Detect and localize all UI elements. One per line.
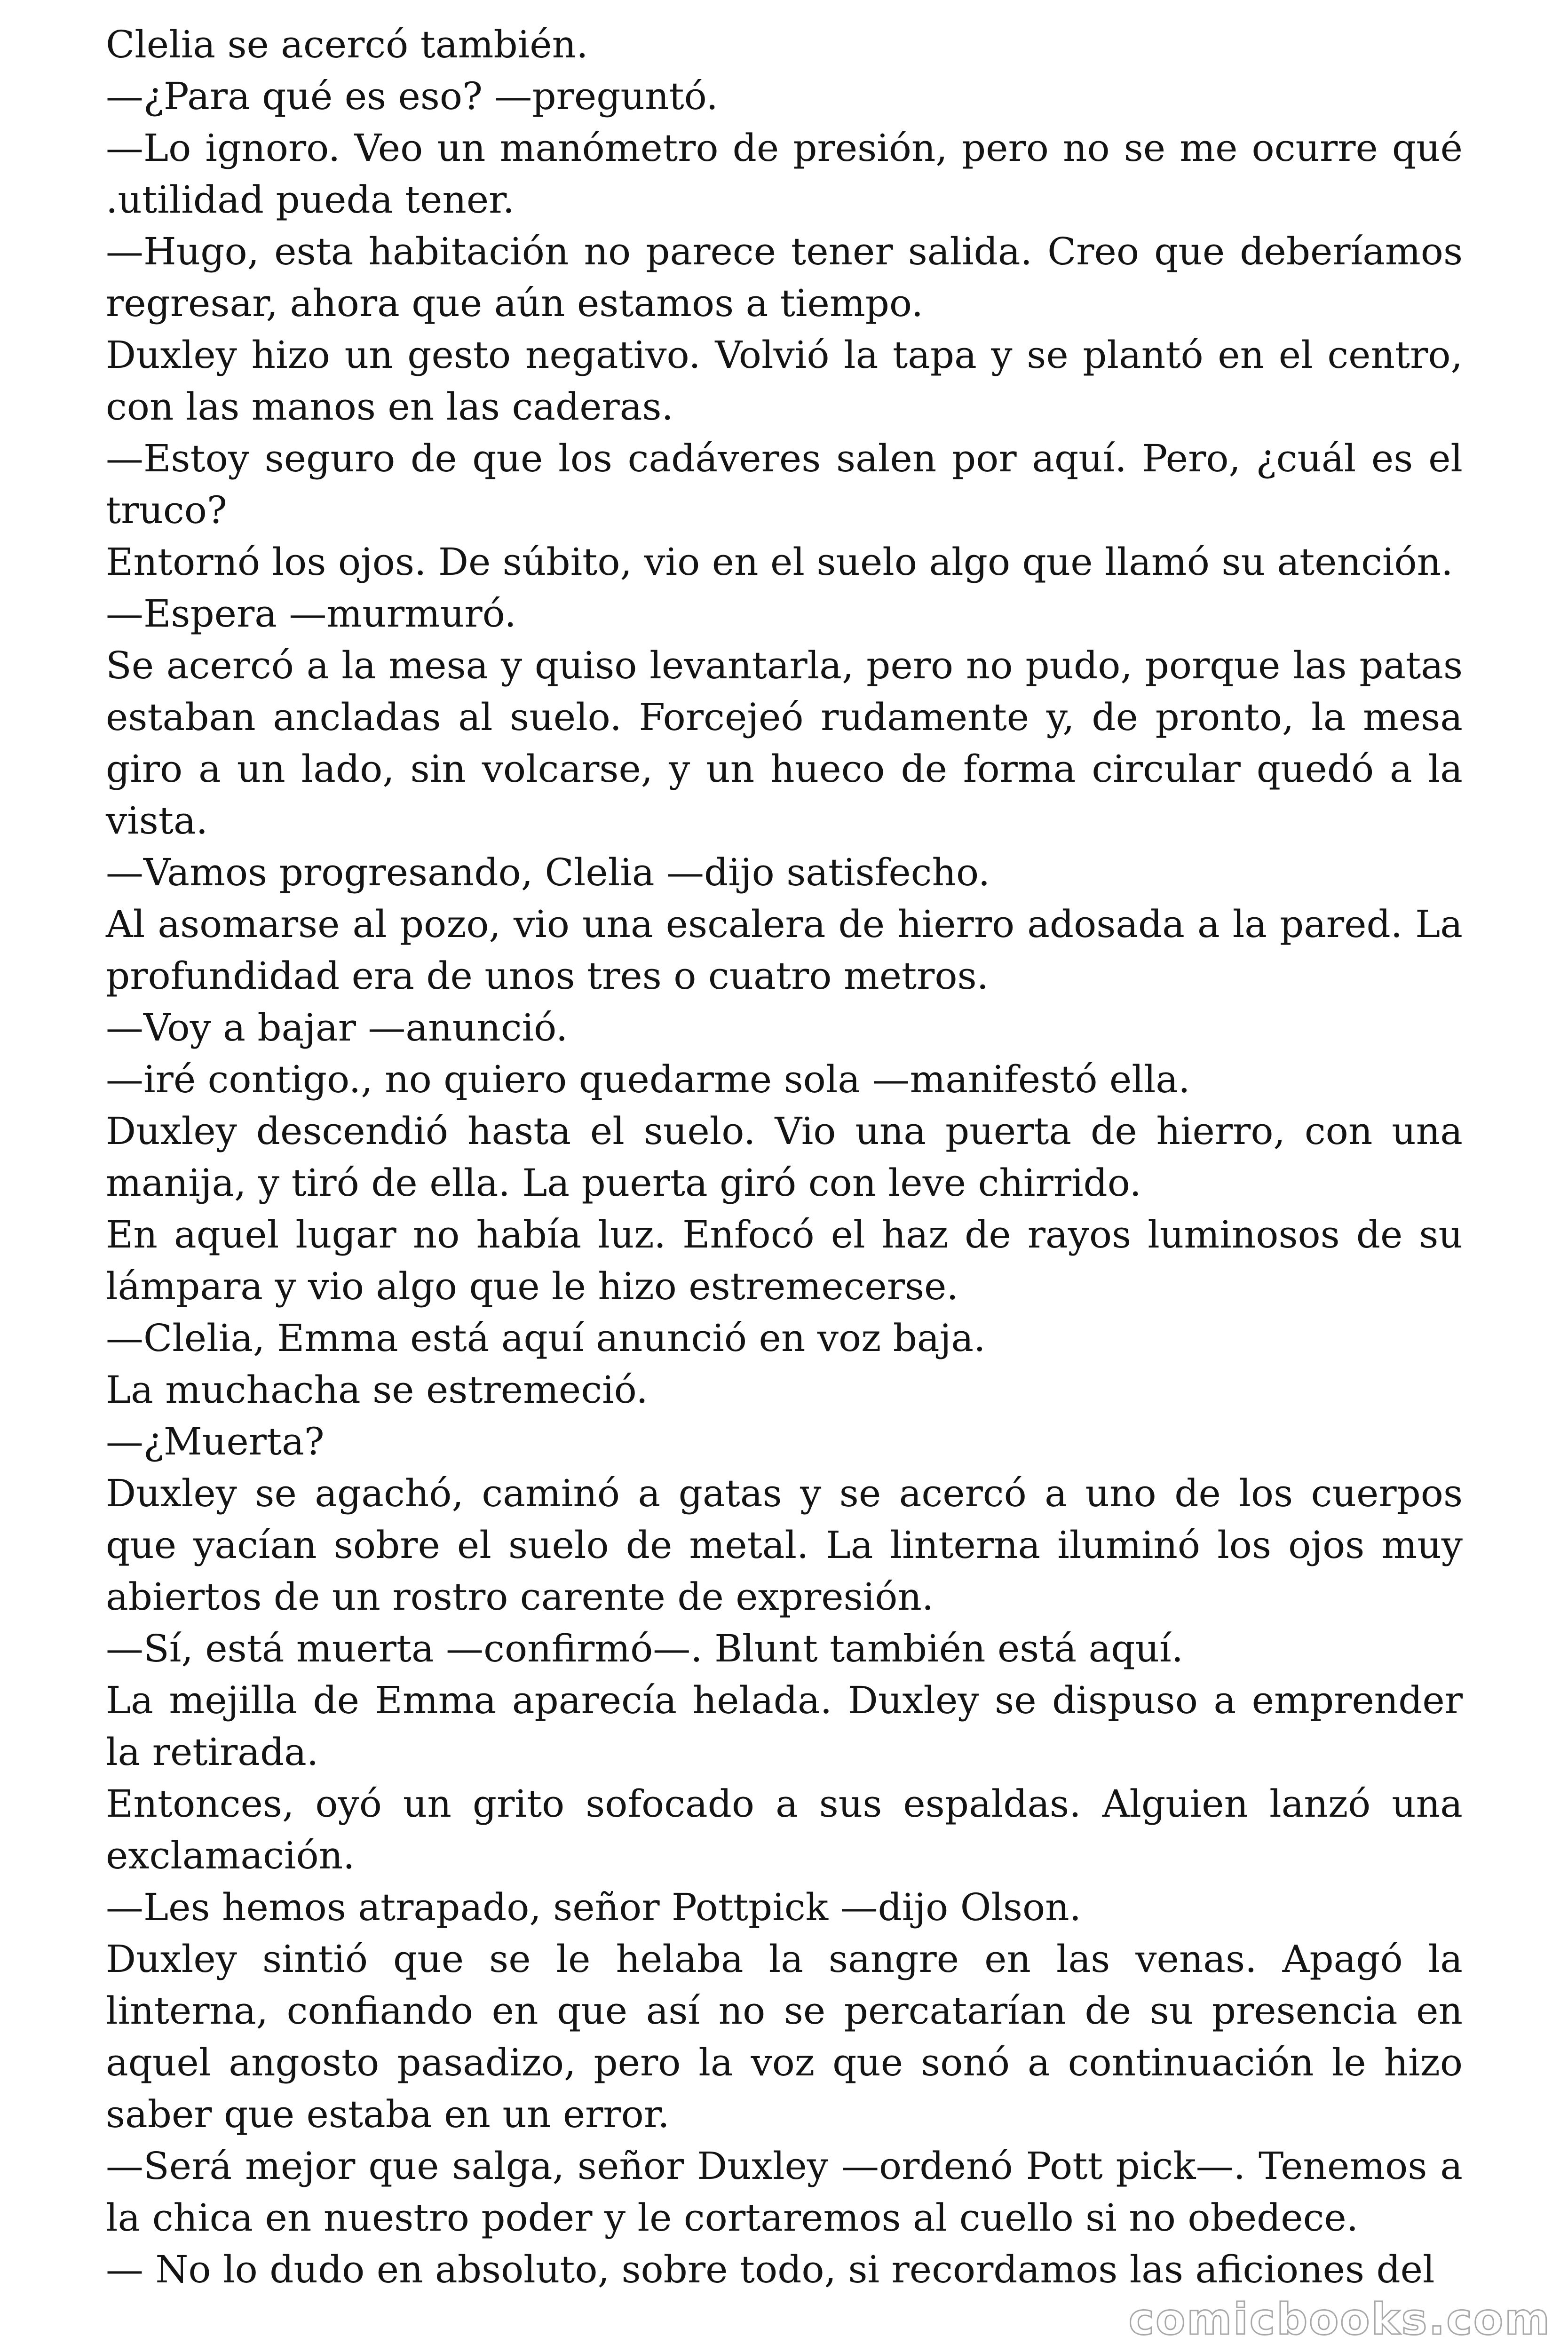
paragraph-8: —Espera —murmuró. <box>106 592 516 636</box>
site-watermark: comicbooks.com <box>1128 2294 1551 2344</box>
paragraph-22: Entonces, oyó un grito sofocado a sus espaldas. Alguien lanzó una exclamación. <box>106 1782 1463 1877</box>
paragraph-13: —iré contigo., no quiero quedarme sola —manifestó ella. <box>106 1057 1190 1101</box>
paragraph-12: —Voy a bajar —anunció. <box>106 1006 568 1049</box>
paragraph-18: —¿Muerta? <box>106 1420 325 1463</box>
paragraph-3: —Lo ignoro. Veo un manómetro de presión, pero no se me ocurre qué .utilidad pueda tener. <box>106 126 1463 222</box>
paragraph-6: —Estoy seguro de que los cadáveres salen por aquí. Pero, ¿cuál es el truco? <box>106 437 1463 532</box>
paragraph-14: Duxley descendió hasta el suelo. Vio una puerta de hierro, con una manija, y tiró de ella. La puerta giró con leve chirrido. <box>106 1109 1463 1205</box>
paragraph-19: Duxley se agachó, caminó a gatas y se acercó a uno de los cuerpos que yacían sobre el suelo de metal. La linterna iluminó los ojos muy abiertos de un rostro carente de expresión. <box>106 1471 1463 1619</box>
paragraph-4: —Hugo, esta habitación no parece tener salida. Creo que deberíamos regresar, ahora que aún estamos a tiempo. <box>106 230 1463 325</box>
paragraph-9: Se acercó a la mesa y quiso levantarla, pero no pudo, porque las patas estaban ancladas al suelo. Forcejeó rudamente y, de pronto, la mesa giro a un lado, sin volcarse, y un hueco de forma circular quedó a la vista. <box>106 644 1463 842</box>
paragraph-25: —Será mejor que salga, señor Duxley —ordenó Pott pick—. Tenemos a la chica en nuestro poder y le cortaremos al cuello si no obedece. <box>106 2144 1463 2240</box>
paragraph-11: Al asomarse al pozo, vio una escalera de hierro adosada a la pared. La profundidad era de unos tres o cuatro metros. <box>106 902 1463 998</box>
paragraph-16: —Clelia, Emma está aquí anunció en voz baja. <box>106 1316 986 1360</box>
paragraph-26: — No lo dudo en absoluto, sobre todo, si recordamos las aficiones del <box>106 2248 1435 2291</box>
paragraph-23: —Les hemos atrapado, señor Pottpick —dijo Olson. <box>106 1885 1082 1929</box>
paragraph-20: —Sí, está muerta —confirmó—. Blunt también está aquí. <box>106 1627 1184 1670</box>
paragraph-24: Duxley sintió que se le helaba la sangre en las venas. Apagó la linterna, confiando en que así no se percatarían de su presencia en aquel angosto pasadizo, pero la voz que sonó a continuación le hizo saber que estaba en un error. <box>106 1937 1463 2136</box>
paragraph-21: La mejilla de Emma aparecía helada. Duxley se dispuso a emprender la retirada. <box>106 1678 1463 1774</box>
paragraph-7: Entornó los ojos. De súbito, vio en el suelo algo que llamó su atención. <box>106 540 1453 584</box>
paragraph-5: Duxley hizo un gesto negativo. Volvió la tapa y se plantó en el centro, con las manos en las caderas. <box>106 333 1463 429</box>
paragraph-2: —¿Para qué es eso? —preguntó. <box>106 74 718 118</box>
paragraph-15: En aquel lugar no había luz. Enfocó el haz de rayos luminosos de su lámpara y vio algo que le hizo estremecerse. <box>106 1213 1463 1308</box>
page-body <box>106 19 1463 2296</box>
paragraph-17: La muchacha se estremeció. <box>106 1368 648 1412</box>
paragraph-1: Clelia se acercó también. <box>106 23 588 66</box>
paragraph-10: —Vamos progresando, Clelia —dijo satisfecho. <box>106 850 990 894</box>
